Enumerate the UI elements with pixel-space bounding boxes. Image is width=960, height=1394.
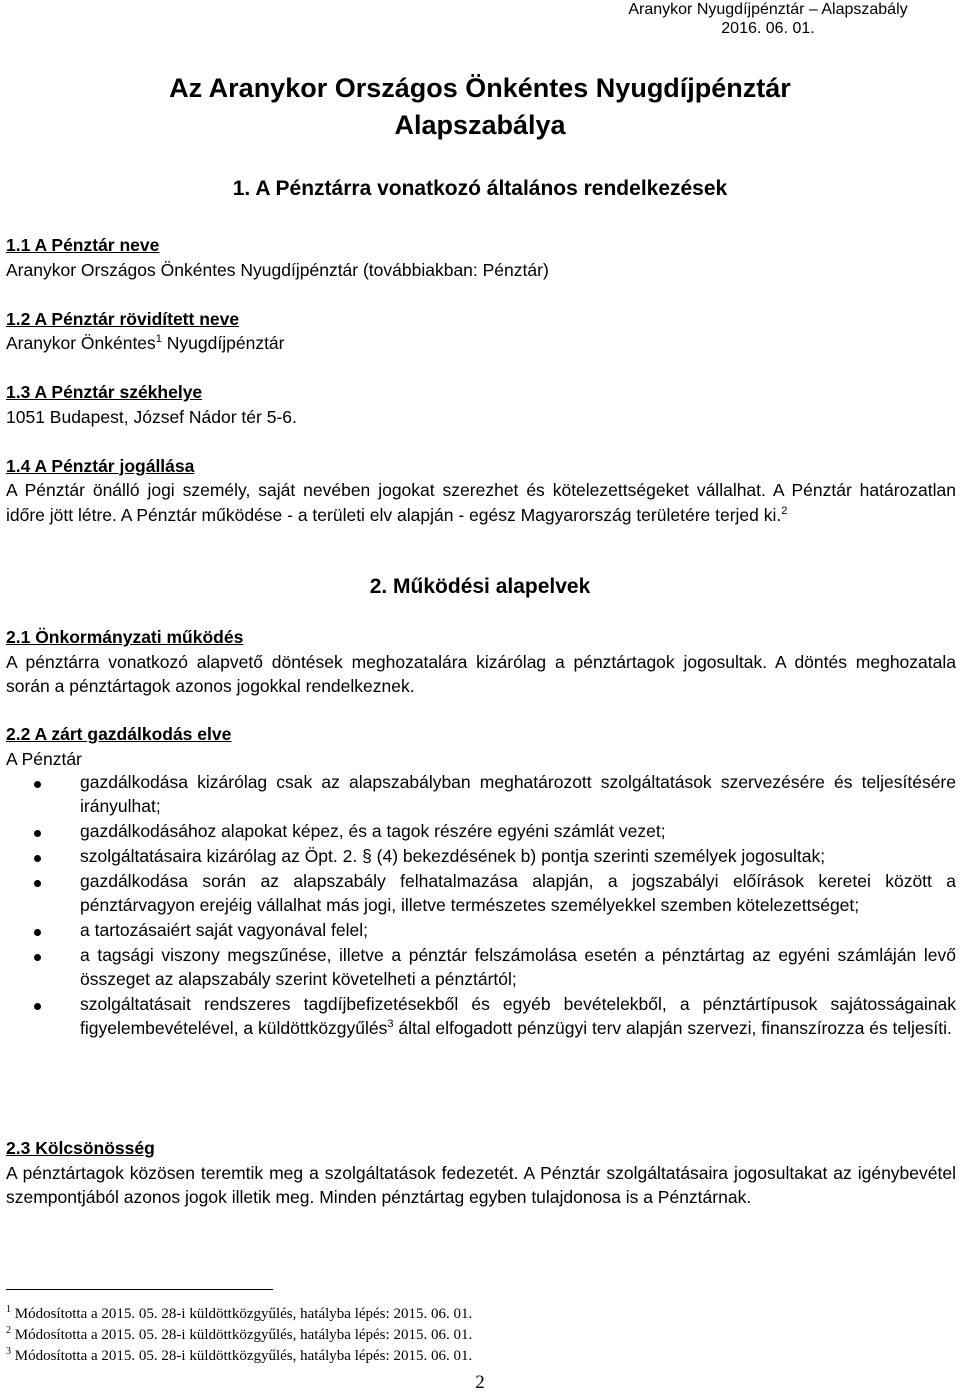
title-line-2: Alapszabálya: [394, 110, 566, 140]
section-2-2: [6, 722, 956, 1042]
bullet-list: [6, 771, 956, 1041]
bullet-icon: [34, 929, 41, 936]
footnote-text: Módosította a 2015. 05. 28-i küldöttközgyűlés, hatályba lépés: 2015. 06. 01.: [11, 1348, 473, 1364]
heading-1-2: 1.2 A Pénztár rövidített neve: [6, 308, 240, 329]
list-item-text: [80, 994, 956, 1038]
text-1-3: 1051 Budapest, József Nádor tér 5-6.: [6, 406, 297, 427]
list-item: [6, 993, 956, 1040]
running-header: [588, 0, 948, 38]
header-date: 2016. 06. 01.: [721, 20, 815, 37]
document-title: [0, 70, 960, 144]
list-item: [6, 919, 956, 943]
heading-2-1: 2.1 Önkormányzati működés: [6, 627, 244, 647]
text-1-2: [6, 331, 956, 356]
list-item: [6, 870, 956, 917]
list-item: [6, 845, 956, 869]
footnote-2: [6, 1325, 706, 1346]
section-2-1: [6, 625, 956, 699]
text-2-3: A pénztártagok közösen teremtik meg a szolgáltatások fedezetét. A Pénztár szolgáltatásaira jogosultakat az igénybevétel szempontjából azonos jogok illetik meg. Minden pénztártag egyben tulajdonosa is a Pénztárnak.: [6, 1162, 956, 1207]
section-1-body: [6, 233, 956, 527]
section-2-3: [6, 1136, 956, 1210]
bullet-icon: [34, 954, 41, 961]
list-item: [6, 771, 956, 818]
heading-1-3: 1.3 A Pénztár székhelye: [6, 382, 203, 402]
text-2-2-intro: A Pénztár: [6, 748, 82, 769]
footnote-number: 1: [6, 1304, 11, 1315]
list-item: [6, 944, 956, 991]
footnote-ref-1: 1: [155, 333, 162, 346]
text-1-2-b: Nyugdíjpénztár: [161, 333, 285, 353]
footnote-separator: [6, 1289, 273, 1290]
heading-2-2: 2.2 A zárt gazdálkodás elve: [6, 724, 232, 744]
footnote-text: Módosította a 2015. 05. 28-i küldöttközgyűlés, hatályba lépés: 2015. 06. 01.: [11, 1306, 473, 1322]
section-1-heading: 1. A Pénztárra vonatkozó általános rendelkezések: [232, 177, 728, 200]
bullet-icon: [34, 880, 41, 887]
footnote-text: Módosította a 2015. 05. 28-i küldöttközgyűlés, hatályba lépés: 2015. 06. 01.: [11, 1327, 473, 1343]
footnote-1: [6, 1304, 706, 1325]
text-1-4: [6, 478, 956, 527]
bullet-icon: [34, 781, 41, 788]
list-item-text: gazdálkodásához alapokat képez, és a tagok részére egyéni számlát vezet;: [80, 820, 666, 841]
text-1-2-a: Aranykor Önkéntes: [6, 333, 156, 353]
text-1-1: Aranykor Országos Önkéntes Nyugdíjpénztár (továbbiakban: Pénztár): [6, 259, 549, 280]
section-2-heading: 2. Működési alapelvek: [369, 575, 591, 598]
footnotes: [6, 1304, 706, 1367]
footnote-number: 2: [6, 1325, 11, 1336]
footnote-3: [6, 1346, 706, 1367]
text-1-4-body: A Pénztár önálló jogi személy, saját nevében jogokat szerezhet és kötelezettségeket vállalhat. A Pénztár határozatlan időre jött létre. A Pénztár működése - a területi elv alapján - egész Magyarország területére terjed ki.: [6, 480, 956, 525]
bullet-icon: [34, 1003, 41, 1010]
footnote-number: 3: [6, 1346, 11, 1357]
bullet-icon: [34, 855, 41, 862]
list-item-text-b: által elfogadott pénzügyi terv alapján szervezi, finanszírozza és teljesíti.: [393, 1018, 952, 1039]
heading-1-4: 1.4 A Pénztár jogállása: [6, 455, 195, 476]
text-2-1: A pénztárra vonatkozó alapvető döntések meghozatalára kizárólag a pénztártagok jogosultak. A döntés meghozatala során a pénztártagok azonos jogokkal rendelkeznek.: [6, 651, 956, 696]
list-item-text: szolgáltatásaira kizárólag az Öpt. 2. § (4) bekezdésének b) pontja szerinti személyek jogosultak;: [80, 846, 826, 867]
list-item: [6, 820, 956, 844]
title-line-1: Az Aranykor Országos Önkéntes Nyugdíjpénztár: [169, 73, 791, 103]
footnote-ref-2: 2: [781, 504, 788, 517]
list-item-text-a: szolgáltatásait rendszeres tagdíjbefizetésekből és egyéb bevételekből, a pénztártípusok sajátosságainak figyelembevételével, a küldöttközgyűlés: [80, 994, 956, 1039]
list-item-text: a tartozásaiért saját vagyonával felel;: [80, 920, 368, 941]
list-item-text: a tagsági viszony megszűnése, illetve a pénztár felszámolása esetén a pénztártag az egyéni számláján levő összeget az alapszabály szerint követelheti a pénztártól;: [80, 945, 956, 990]
list-item-text: gazdálkodása kizárólag csak az alapszabályban meghatározott szolgáltatások szervezésére és teljesítésére irányulhat;: [80, 772, 956, 816]
bullet-icon: [34, 830, 41, 837]
header-title: Aranykor Nyugdíjpénztár – Alapszabály: [628, 1, 908, 18]
list-item-text: gazdálkodása során az alapszabály felhatalmazása alapján, a jogszabályi előírások keretei között a pénztárvagyon erejéig vállalhat más jogi, illetve természetes személyekkel szemben kötelezettséget;: [80, 871, 956, 916]
footnote-ref-3: 3: [387, 1018, 394, 1031]
page-number: 2: [475, 1372, 485, 1393]
heading-1-1: 1.1 A Pénztár neve: [6, 235, 160, 255]
heading-2-3: 2.3 Kölcsönösség: [6, 1138, 155, 1158]
